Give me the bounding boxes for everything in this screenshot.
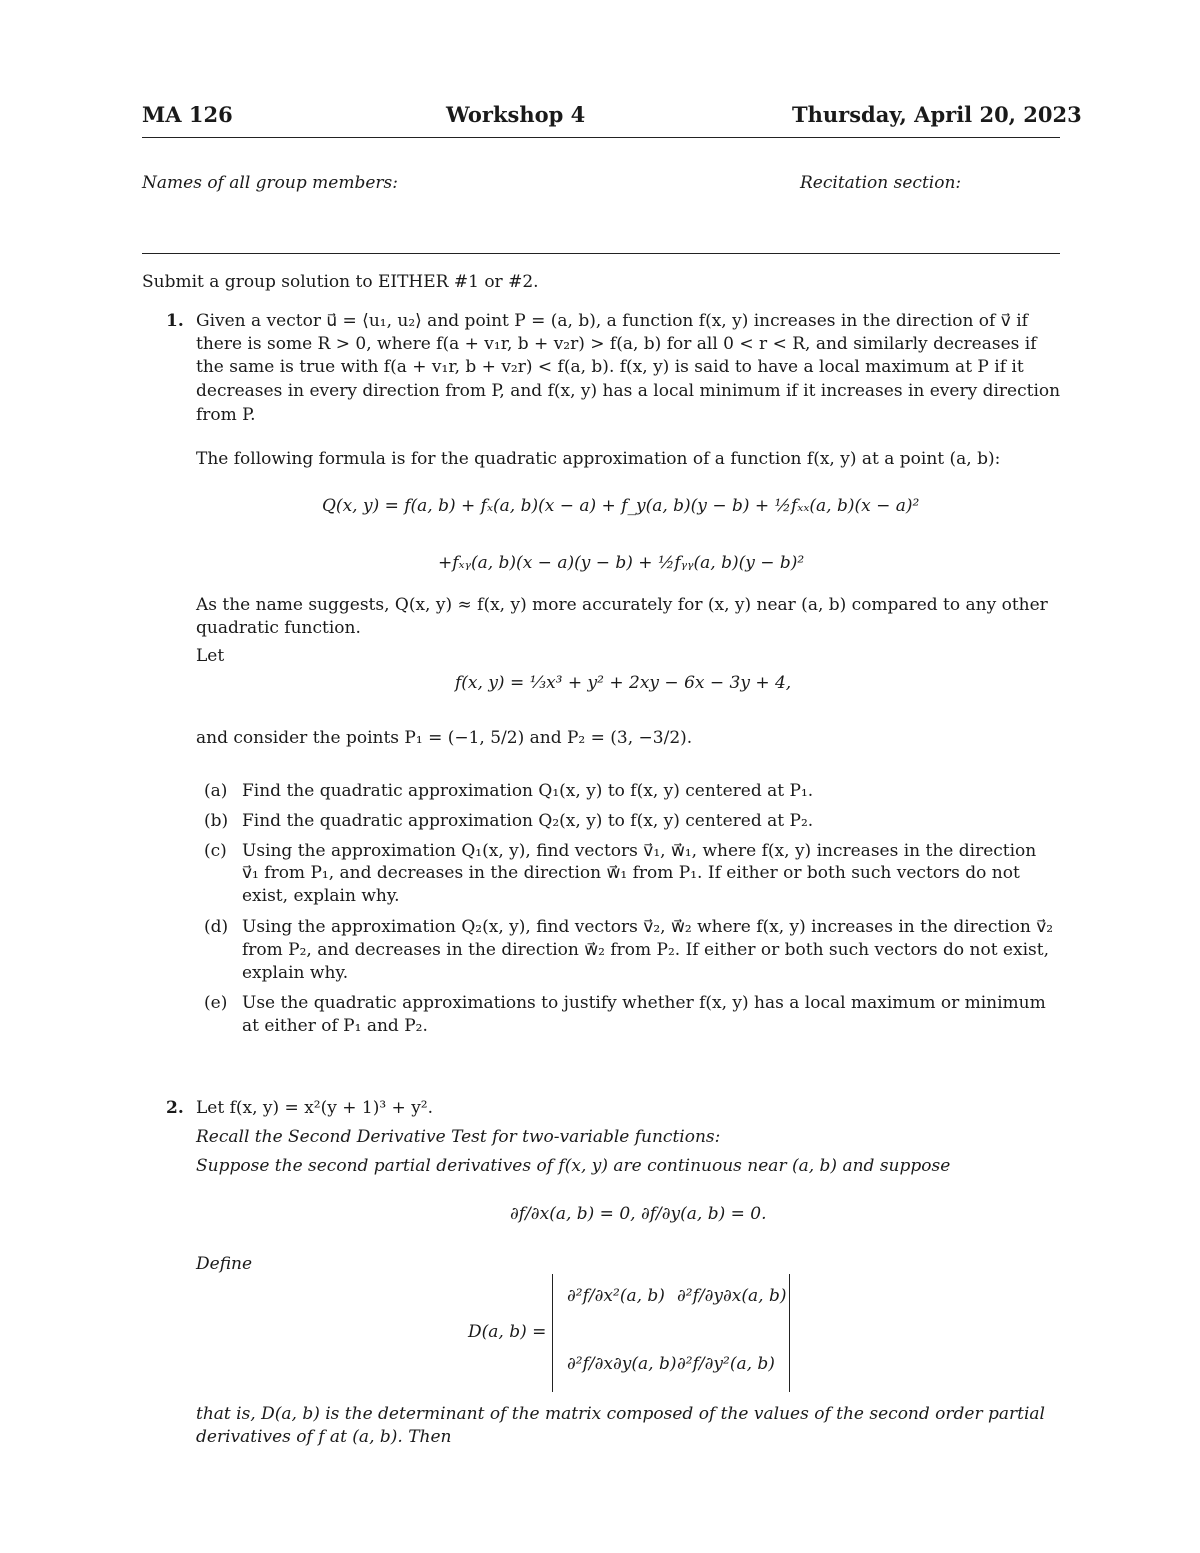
note-line: quadratic function. (196, 618, 361, 638)
part-label: (e) (204, 993, 228, 1013)
problem-1-intro-line: there is some R > 0, where f(a + v₁r, b + v₂r) > f(a, b) for all 0 < r < R, and similarly decreases if (196, 334, 1037, 354)
det-entry-yx: ∂²f/∂y∂x(a, b) (677, 1286, 787, 1306)
page-title: Workshop 4 (446, 102, 586, 127)
formula-intro: The following formula is for the quadratic approximation of a function f(x, y) at a point (a, b): (196, 449, 1001, 469)
part-label: (b) (204, 811, 229, 831)
part-e-text: Use the quadratic approximations to justify whether f(x, y) has a local maximum or minimum (242, 993, 1046, 1013)
part-e-text: at either of P₁ and P₂. (242, 1016, 428, 1036)
part-b-text: Find the quadratic approximation Q₂(x, y) to f(x, y) centered at P₂. (242, 811, 814, 831)
det-entry-yy: ∂²f/∂y²(a, b) (677, 1354, 775, 1374)
quadratic-formula-line-1: Q(x, y) = f(a, b) + fₓ(a, b)(x − a) + f_y(a, b)(y − b) + ½fₓₓ(a, b)(x − a)² (322, 496, 920, 516)
part-d-text: Using the approximation Q₂(x, y), find vectors v⃗₂, w⃗₂ where f(x, y) increases in the direction v⃗₂ (242, 917, 1054, 937)
part-d-text: explain why. (242, 963, 349, 983)
part-a-text: Find the quadratic approximation Q₁(x, y) to f(x, y) centered at P₁. (242, 781, 814, 801)
define-label: Define (196, 1254, 253, 1274)
function-definition: f(x, y) = ⅓x³ + y² + 2xy − 6x − 3y + 4, (455, 673, 792, 693)
problem-1-intro-line: from P. (196, 405, 256, 425)
part-label: (a) (204, 781, 228, 801)
quadratic-formula-line-2: +fₓᵧ(a, b)(x − a)(y − b) + ½fᵧᵧ(a, b)(y − b)² (438, 553, 805, 573)
section-label: Recitation section: (800, 173, 962, 193)
names-label: Names of all group members: (142, 173, 398, 193)
problem-2-number: 2. (166, 1098, 184, 1118)
that-is-line: derivatives of f at (a, b). Then (196, 1427, 452, 1447)
header-rule (142, 137, 1060, 138)
critical-point-condition: ∂f/∂x(a, b) = 0, ∂f/∂y(a, b) = 0. (510, 1204, 767, 1224)
problem-2-function: Let f(x, y) = x²(y + 1)³ + y². (196, 1098, 434, 1118)
part-d-text: from P₂, and decreases in the direction w⃗₂ from P₂. If either or both such vectors do not exist, (242, 940, 1049, 960)
part-c-text: Using the approximation Q₁(x, y), find vectors v⃗₁, w⃗₁, where f(x, y) increases in the direction (242, 841, 1037, 861)
problem-1-intro-line: the same is true with f(a + v₁r, b + v₂r) < f(a, b). f(x, y) is said to have a local maximum at P if it (196, 357, 1024, 377)
part-c-text: v⃗₁ from P₁, and decreases in the direction w⃗₁ from P₁. If either or both such vectors do not (242, 863, 1020, 883)
discriminant-lhs: D(a, b) = (468, 1322, 547, 1342)
suppose-text: Suppose the second partial derivatives of f(x, y) are continuous near (a, b) and suppose (196, 1156, 951, 1176)
det-entry-xx: ∂²f/∂x²(a, b) (567, 1286, 665, 1306)
recall-text: Recall the Second Derivative Test for two-variable functions: (196, 1127, 721, 1147)
det-entry-xy: ∂²f/∂x∂y(a, b) (567, 1354, 677, 1374)
names-rule (142, 253, 1060, 254)
instructions: Submit a group solution to EITHER #1 or #2. (142, 272, 539, 292)
note-line: As the name suggests, Q(x, y) ≈ f(x, y) more accurately for (x, y) near (a, b) compared to any other (196, 595, 1048, 615)
date: Thursday, April 20, 2023 (792, 102, 1082, 127)
part-label: (c) (204, 841, 227, 861)
let-label: Let (196, 646, 225, 666)
problem-1-intro-line: Given a vector u⃗ = ⟨u₁, u₂⟩ and point P = (a, b), a function f(x, y) increases in the direction of v⃗ if (196, 311, 1028, 331)
problem-1-number: 1. (166, 311, 184, 331)
problem-1-intro-line: decreases in every direction from P, and f(x, y) has a local minimum if it increases in every direction (196, 381, 1061, 401)
part-c-text: exist, explain why. (242, 886, 400, 906)
determinant (552, 1274, 790, 1392)
course-code: MA 126 (142, 102, 233, 127)
part-label: (d) (204, 917, 229, 937)
that-is-line: that is, D(a, b) is the determinant of the matrix composed of the values of the second order partial (196, 1404, 1045, 1424)
points-definition: and consider the points P₁ = (−1, 5/2) and P₂ = (3, −3/2). (196, 728, 693, 748)
